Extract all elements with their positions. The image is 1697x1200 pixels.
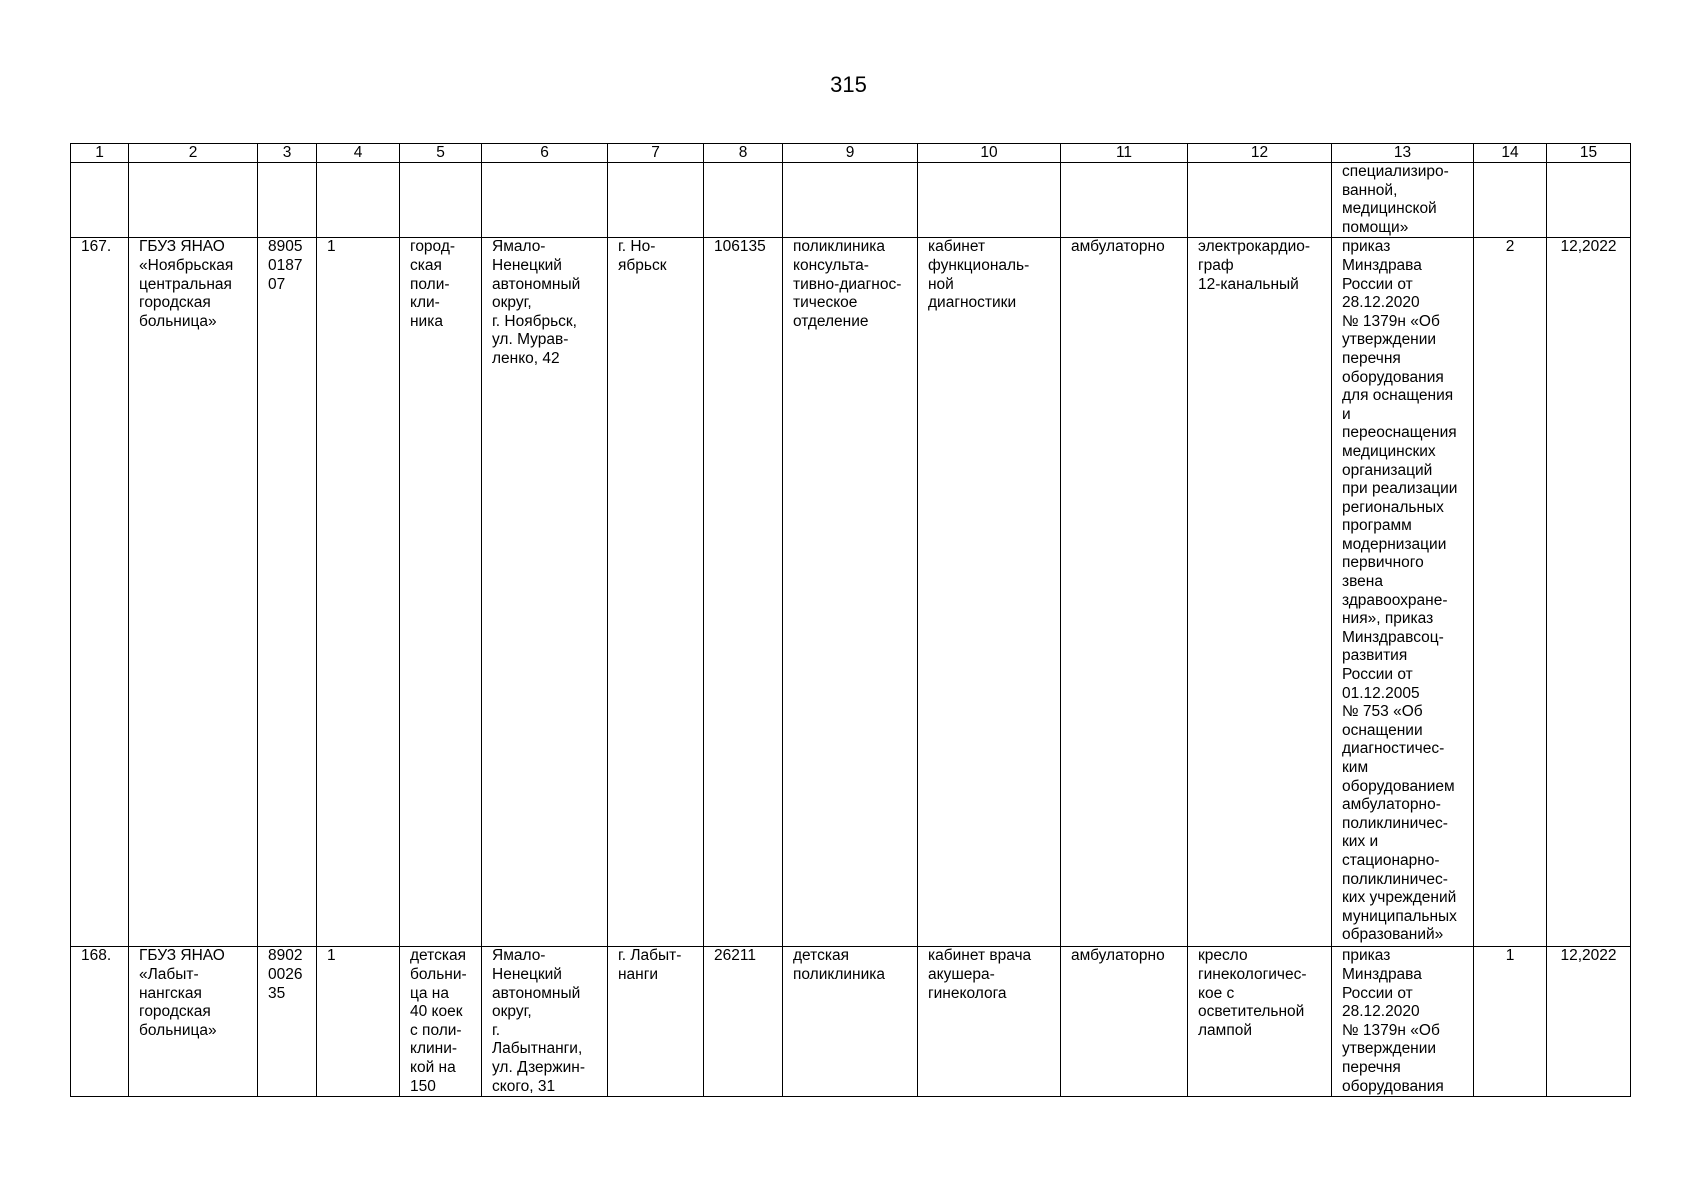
facility-type	[400, 947, 482, 1097]
cell-text: 8905 0187 07	[268, 238, 303, 293]
column-header: 10	[918, 144, 1061, 163]
regulation	[1332, 947, 1474, 1097]
table-row	[71, 238, 1631, 947]
cell-text: специализиро- ванной, медицинской помощи»	[1342, 163, 1449, 236]
date	[1547, 947, 1631, 1097]
cell-text: 26211	[714, 947, 756, 965]
cell-text: амбулаторно	[1071, 238, 1165, 256]
institution-name	[129, 238, 258, 947]
column-header: 14	[1474, 144, 1547, 163]
care-conditions	[1061, 238, 1188, 947]
cell-text: детская поликлиника	[793, 947, 885, 983]
cell-text: 1	[327, 238, 336, 256]
column-header: 6	[482, 144, 608, 163]
table-row	[71, 163, 1631, 238]
table-cell	[704, 163, 783, 238]
population	[704, 947, 783, 1097]
cell-text: 1	[1505, 947, 1515, 965]
table-cell	[1332, 163, 1474, 238]
cell-text: 106135	[714, 238, 766, 256]
department	[783, 238, 918, 947]
city	[608, 947, 704, 1097]
table-cell	[1474, 163, 1547, 238]
header-row	[71, 144, 1631, 163]
institution-name	[129, 947, 258, 1097]
table-cell	[1061, 163, 1188, 238]
cell-text: Ямало- Ненецкий автономный округ, г. Ноябрьск, ул. Мурав- ленко, 42	[492, 238, 581, 367]
row-number	[71, 238, 129, 947]
institution-code	[258, 947, 317, 1097]
cell-text: 12,2022	[1560, 947, 1617, 965]
population	[704, 238, 783, 947]
cell-text: кабинет функциональ- ной диагностики	[928, 238, 1030, 312]
cell-text: приказ Минздрава России от 28.12.2020 № 1379н «Об утверждении перечня оборудования	[1342, 947, 1444, 1095]
cell-text: Ямало- Ненецкий автономный округ, г. Лабытнанги, ул. Дзержин- ского, 31	[492, 947, 585, 1095]
cell-text: 2	[1505, 238, 1515, 256]
address	[482, 947, 608, 1097]
office	[918, 947, 1061, 1097]
cell-text: ГБУЗ ЯНАО «Лабыт- нангская городская больница»	[139, 947, 225, 1039]
table-cell	[317, 163, 400, 238]
cell-text: город- ская поли- кли- ника	[410, 238, 456, 330]
cell-text: амбулаторно	[1071, 947, 1165, 965]
column-header: 4	[317, 144, 400, 163]
quantity	[1474, 238, 1547, 947]
regulation	[1332, 238, 1474, 947]
column-header: 9	[783, 144, 918, 163]
table-cell	[317, 238, 400, 947]
city	[608, 238, 704, 947]
table-cell	[608, 163, 704, 238]
office	[918, 238, 1061, 947]
date	[1547, 238, 1631, 947]
cell-text: 12,2022	[1560, 238, 1617, 256]
table-cell	[400, 163, 482, 238]
quantity	[1474, 947, 1547, 1097]
column-header: 12	[1188, 144, 1332, 163]
care-conditions	[1061, 947, 1188, 1097]
column-header: 15	[1547, 144, 1631, 163]
cell-text: электрокардио- граф 12-канальный	[1198, 238, 1311, 293]
cell-text: 168.	[81, 947, 112, 965]
cell-text: 8902 0026 35	[268, 947, 303, 1002]
facility-type	[400, 238, 482, 947]
page-number: 315	[830, 72, 867, 97]
cell-text: г. Но- ябрьск	[618, 238, 667, 274]
column-header: 1	[71, 144, 129, 163]
table-cell	[1547, 163, 1631, 238]
cell-text: приказ Минздрава России от 28.12.2020 № 1379н «Об утверждении перечня оборудования для оснащения и переоснащения медицинских организаций при реализации региональных программ модернизации первичного звена здравоохране- ния», приказ Минздравсоц- развития России от 01.12.2005 № 753 «Об оснащении диагностичес- ким оборудованием амбулаторно- поликлиничес- ких и стационарно- поликлиничес- ких учреждений муниципальных образований»	[1342, 238, 1458, 944]
address	[482, 238, 608, 947]
column-header: 13	[1332, 144, 1474, 163]
table-cell	[783, 163, 918, 238]
equipment	[1188, 238, 1332, 947]
equipment	[1188, 947, 1332, 1097]
cell-text: г. Лабыт- нанги	[618, 947, 682, 983]
cell-text: поликлиника консульта- тивно-диагнос- тическое отделение	[793, 238, 902, 330]
table-cell	[317, 947, 400, 1097]
table-cell	[918, 163, 1061, 238]
data-table	[70, 143, 1631, 1097]
table-cell	[482, 163, 608, 238]
column-header: 3	[258, 144, 317, 163]
cell-text: кабинет врача акушера- гинеколога	[928, 947, 1032, 1002]
institution-code	[258, 238, 317, 947]
cell-text: 1	[327, 947, 336, 965]
table-cell	[129, 163, 258, 238]
row-number	[71, 947, 129, 1097]
table-cell	[71, 163, 129, 238]
cell-text: ГБУЗ ЯНАО «Ноябрьская центральная городская больница»	[139, 238, 234, 330]
column-header: 11	[1061, 144, 1188, 163]
column-header: 2	[129, 144, 258, 163]
table-row	[71, 947, 1631, 1097]
cell-text: кресло гинекологичес- кое с осветительной лампой	[1198, 947, 1307, 1039]
cell-text: 167.	[81, 238, 112, 256]
cell-text: детская больни- ца на 40 коек с поли- клини- кой на 150	[410, 947, 467, 1095]
column-header: 8	[704, 144, 783, 163]
department	[783, 947, 918, 1097]
column-header: 7	[608, 144, 704, 163]
table-cell	[1188, 163, 1332, 238]
table-cell	[258, 163, 317, 238]
column-header: 5	[400, 144, 482, 163]
